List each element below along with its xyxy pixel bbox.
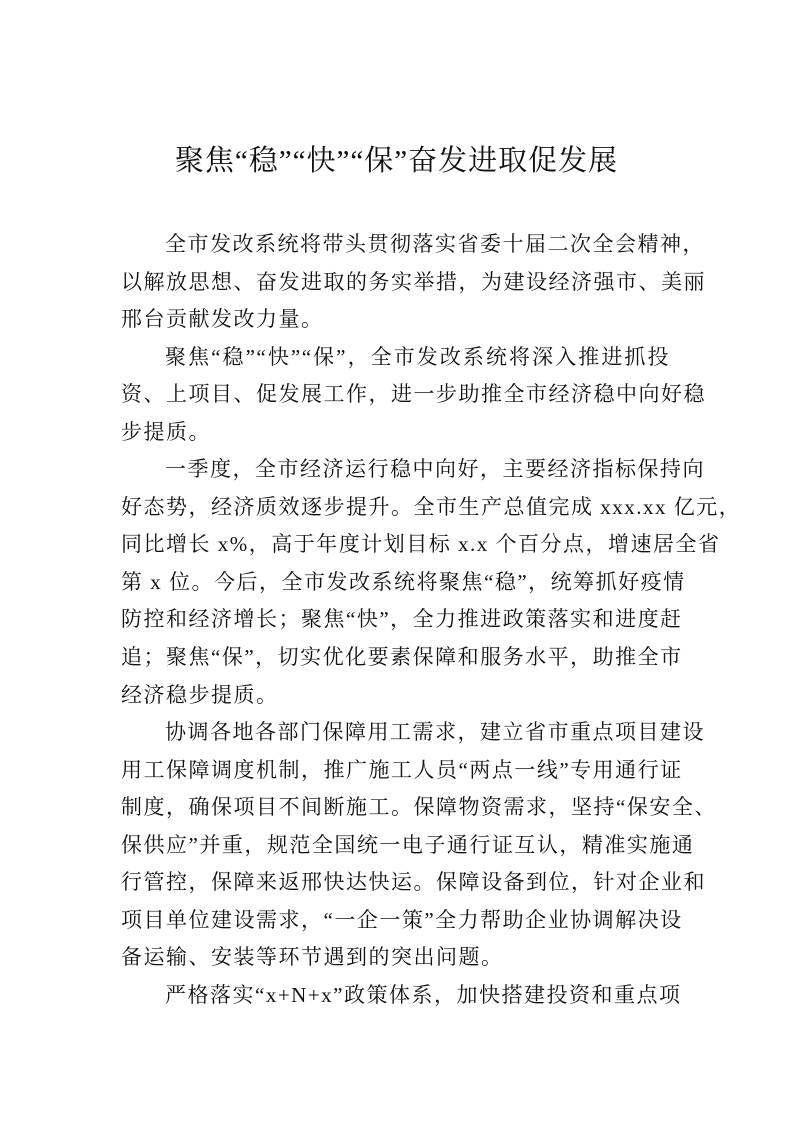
paragraph [121, 339, 706, 452]
paragraph [121, 451, 742, 714]
paragraph-line: 邢台贡献发改力量。 [121, 307, 324, 332]
paragraph [121, 226, 706, 339]
paragraph-line: 资、上项目、促发展工作，进一步助推全市经济稳中向好稳 [121, 382, 706, 407]
paragraph-line: 备运输、安装等环节遇到的突出问题。 [121, 945, 504, 970]
paragraph-line: 第 x 位。今后，全市发改系统将聚焦“稳”，统筹抓好疫情 [121, 569, 686, 594]
paragraph-line: 用工保障调度机制，推广施工人员“两点一线”专用通行证 [121, 757, 683, 782]
paragraph-line: 行管控，保障来返邢快达快运。保障设备到位，针对企业和 [121, 870, 706, 895]
paragraph [121, 977, 682, 1015]
paragraph-line: 严格落实“x+N+x”政策体系，加快搭建投资和重点项 [165, 982, 682, 1007]
document-body [121, 226, 742, 1014]
paragraph-line: 协调各地各部门保障用工需求，建立省市重点项目建设 [165, 720, 705, 745]
paragraph-line: 聚焦“稳”“快”“保”，全市发改系统将深入推进抓投 [165, 344, 670, 369]
paragraph-line: 同比增长 x%，高于年度计划目标 x.x 个百分点，增速居全省 [121, 532, 721, 557]
paragraph-line: 以解放思想、奋发进取的务实举措，为建设经济强市、美丽 [121, 269, 706, 294]
paragraph-line: 经济稳步提质。 [121, 682, 279, 707]
paragraph [121, 714, 717, 977]
paragraph-line: 追；聚焦“保”，切实优化要素保障和服务水平，助推全市 [121, 645, 683, 670]
paragraph-line: 步提质。 [121, 419, 211, 444]
paragraph-line: 好态势，经济质效逐步提升。全市生产总值完成 xxx.xx 亿元， [121, 494, 742, 519]
document-title: 聚焦“稳”“快”“保”奋发进取促发展 [174, 145, 619, 177]
paragraph-line: 保供应”并重，规范全国统一电子通行证互认，精准实施通 [121, 832, 695, 857]
paragraph-line: 一季度，全市经济运行稳中向好，主要经济指标保持向 [165, 457, 705, 482]
paragraph-line: 制度，确保项目不间断施工。保障物资需求，坚持“保安全、 [121, 795, 717, 820]
paragraph-line: 全市发改系统将带头贯彻落实省委十届二次全会精神， [165, 232, 705, 256]
paragraph-line: 防控和经济增长；聚焦“快”，全力推进政策落实和进度赶 [121, 607, 683, 632]
paragraph-line: 项目单位建设需求，“一企一策”全力帮助企业协调解决设 [121, 907, 683, 932]
